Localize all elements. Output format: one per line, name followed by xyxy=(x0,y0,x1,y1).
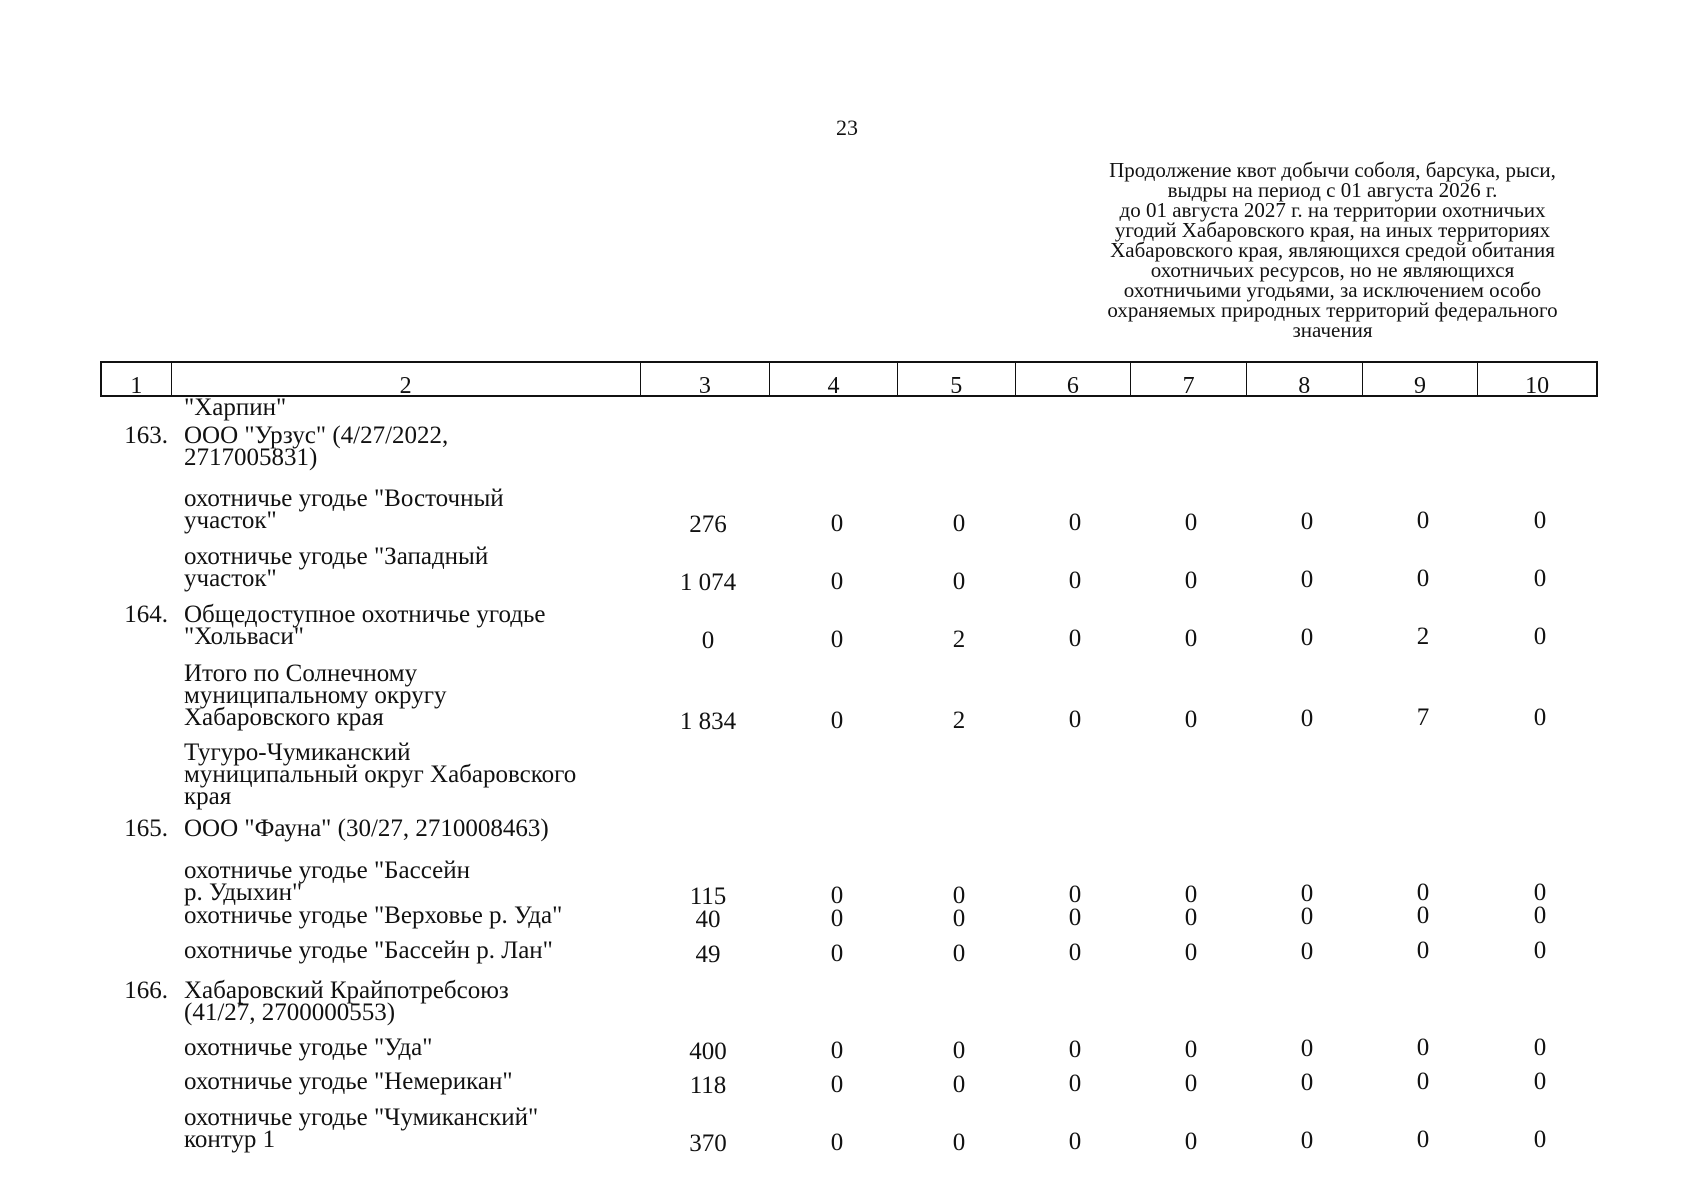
value-cell-col-7: 0 xyxy=(1184,938,1198,966)
column-number-10: 10 xyxy=(1525,373,1550,399)
row-name xyxy=(184,422,644,471)
header-note-line: значения xyxy=(1292,318,1373,342)
row-name-line: участок" xyxy=(184,565,277,592)
value-cell-col-7: 0 xyxy=(1184,624,1198,652)
row-name xyxy=(184,1104,644,1153)
column-number-row xyxy=(100,361,1598,397)
value-cell-col-8: 0 xyxy=(1300,938,1314,965)
row-name-line: р. Удыхин" xyxy=(184,879,303,906)
value-cell-col-3: 115 xyxy=(689,883,727,910)
row-name xyxy=(184,977,644,1026)
value-cell-col-10: 0 xyxy=(1533,564,1547,592)
row-name xyxy=(184,543,644,592)
value-cell-col-8: 0 xyxy=(1300,624,1314,651)
value-cell-col-10: 0 xyxy=(1533,703,1547,731)
row-name-line: охотничье угодье "Восточный xyxy=(184,485,504,512)
row-name-line: охотничье угодье "Немерикан" xyxy=(184,1068,513,1095)
value-cell-col-6: 0 xyxy=(1068,567,1082,595)
value-cell-col-6: 0 xyxy=(1068,509,1082,537)
value-cell-col-8: 0 xyxy=(1300,566,1314,593)
row-name-line: Тугуро-Чумиканский xyxy=(184,739,411,766)
value-cell-col-9: 0 xyxy=(1416,1126,1430,1154)
value-cell-col-8: 0 xyxy=(1300,1035,1314,1062)
value-cell-col-3: 40 xyxy=(695,906,721,933)
value-cell-col-5: 0 xyxy=(952,904,966,932)
row-name-line: Хабаровский Крайпотребсоюз xyxy=(184,977,509,1004)
row-name-line: муниципальному округу xyxy=(184,682,447,709)
row-name-line: муниципальный округ Хабаровского xyxy=(184,761,577,788)
header-note-line: Хабаровского края, являющихся средой обитания xyxy=(1110,238,1555,262)
value-cell-col-6: 0 xyxy=(1068,1036,1082,1064)
column-number-6: 6 xyxy=(1016,363,1132,397)
header-note-line: до 01 августа 2027 г. на территории охотничьих xyxy=(1119,198,1546,222)
value-cell-col-8: 0 xyxy=(1300,1069,1314,1096)
header-note-line: охраняемых природных территорий федерального xyxy=(1107,298,1558,322)
value-cell-col-10: 0 xyxy=(1533,622,1547,650)
value-cell-col-9: 0 xyxy=(1416,507,1430,535)
value-cell-col-5: 2 xyxy=(952,625,966,653)
row-name xyxy=(184,485,644,534)
row-name-line: охотничье угодье "Бассейн р. Лан" xyxy=(184,937,553,964)
value-cell-col-6: 0 xyxy=(1068,881,1082,909)
value-cell-col-9: 2 xyxy=(1416,623,1430,651)
row-name-line: Общедоступное охотничье угодье xyxy=(184,601,546,628)
value-cell-col-4: 0 xyxy=(830,568,844,596)
value-cell-col-3: 118 xyxy=(689,1072,727,1099)
value-cell-col-8: 0 xyxy=(1300,903,1314,930)
value-cell-col-6: 0 xyxy=(1068,939,1082,967)
row-name xyxy=(184,660,644,731)
row-name-line: охотничье угодье "Верховье р. Уда" xyxy=(184,902,563,929)
row-name-line: края xyxy=(184,783,232,810)
value-cell-col-5: 0 xyxy=(952,1070,966,1098)
row-name-line: охотничье угодье "Уда" xyxy=(184,1034,433,1061)
value-cell-col-5: 0 xyxy=(952,1036,966,1064)
value-cell-col-9: 0 xyxy=(1416,565,1430,593)
row-name-line: участок" xyxy=(184,507,277,534)
value-cell-col-4: 0 xyxy=(830,510,844,538)
row-name xyxy=(184,394,644,421)
row-name xyxy=(184,857,644,906)
value-cell-col-4: 0 xyxy=(830,905,844,933)
header-note-line: охотничьих ресурсов, но не являющихся xyxy=(1150,258,1515,282)
row-name-line: охотничье угодье "Западный xyxy=(184,543,489,570)
value-cell-col-3: 400 xyxy=(689,1038,727,1065)
value-cell-col-10: 0 xyxy=(1533,936,1547,964)
row-number: 163. xyxy=(124,422,168,449)
value-cell-col-8: 0 xyxy=(1300,880,1314,907)
column-number-5: 5 xyxy=(898,363,1016,397)
row-name-line: охотничье угодье "Бассейн xyxy=(184,857,470,884)
value-cell-col-4: 0 xyxy=(830,1037,844,1065)
value-cell-col-3: 1 834 xyxy=(679,708,737,735)
column-number-7: 7 xyxy=(1131,363,1247,397)
value-cell-col-5: 0 xyxy=(952,881,966,909)
value-cell-col-5: 0 xyxy=(952,1128,966,1156)
value-cell-col-4: 0 xyxy=(830,1129,844,1157)
row-name-line: контур 1 xyxy=(184,1126,276,1153)
value-cell-col-10: 0 xyxy=(1533,1033,1547,1061)
header-note-line: охотничьими угодьями, за исключением особо xyxy=(1123,278,1542,302)
value-cell-col-10: 0 xyxy=(1533,1067,1547,1095)
value-cell-col-6: 0 xyxy=(1068,1128,1082,1156)
value-cell-col-5: 0 xyxy=(952,509,966,537)
value-cell-col-7: 0 xyxy=(1184,1035,1198,1063)
header-note-line: Продолжение квот добычи соболя, барсука, рыси, xyxy=(1109,158,1556,182)
value-cell-col-9: 0 xyxy=(1416,937,1430,965)
value-cell-col-10: 0 xyxy=(1533,878,1547,906)
value-cell-col-9: 0 xyxy=(1416,902,1430,930)
value-cell-col-7: 0 xyxy=(1184,705,1198,733)
header-note-line: угодий Хабаровского края, на иных территориях xyxy=(1114,218,1551,242)
value-cell-col-8: 0 xyxy=(1300,508,1314,535)
row-number: 165. xyxy=(124,815,168,842)
value-cell-col-3: 370 xyxy=(689,1130,727,1157)
value-cell-col-7: 0 xyxy=(1184,880,1198,908)
value-cell-col-9: 0 xyxy=(1416,1068,1430,1096)
value-cell-col-3: 0 xyxy=(701,627,715,654)
value-cell-col-7: 0 xyxy=(1184,508,1198,536)
value-cell-col-7: 0 xyxy=(1184,1069,1198,1097)
value-cell-col-5: 0 xyxy=(952,939,966,967)
value-cell-col-8: 0 xyxy=(1300,1127,1314,1154)
column-number-3: 3 xyxy=(641,363,771,397)
header-note xyxy=(1045,160,1620,340)
row-name xyxy=(184,902,644,929)
row-name xyxy=(184,815,644,842)
value-cell-col-8: 0 xyxy=(1300,705,1314,732)
value-cell-col-3: 49 xyxy=(695,941,721,968)
row-name-line: "Харпин" xyxy=(184,394,287,421)
column-number-4: 4 xyxy=(770,363,898,397)
value-cell-col-9: 0 xyxy=(1416,879,1430,907)
column-number-1: 1 xyxy=(102,363,172,397)
row-name-line: Итого по Солнечному xyxy=(184,660,418,687)
row-name-line: ООО "Фауна" (30/27, 2710008463) xyxy=(184,815,549,842)
row-name-line: "Хольваси" xyxy=(184,623,304,650)
row-name-line: 2717005831) xyxy=(184,444,318,471)
header-note-line: выдры на период с 01 августа 2026 г. xyxy=(1167,178,1498,202)
page-number: 23 xyxy=(836,115,858,140)
value-cell-col-4: 0 xyxy=(830,940,844,968)
row-name xyxy=(184,1068,644,1095)
value-cell-col-7: 0 xyxy=(1184,566,1198,594)
row-number: 166. xyxy=(124,977,168,1004)
column-number-2: 2 xyxy=(172,363,641,397)
value-cell-col-3: 1 074 xyxy=(679,569,737,596)
value-cell-col-9: 0 xyxy=(1416,1034,1430,1062)
value-cell-col-3: 276 xyxy=(689,511,727,538)
row-name xyxy=(184,601,644,650)
row-name-line: ООО "Урзус" (4/27/2022, xyxy=(184,422,449,449)
value-cell-col-4: 0 xyxy=(830,626,844,654)
row-name xyxy=(184,739,644,810)
column-number-9: 9 xyxy=(1363,363,1479,397)
row-name-line: (41/27, 2700000553) xyxy=(184,999,396,1026)
value-cell-col-7: 0 xyxy=(1184,903,1198,931)
value-cell-col-6: 0 xyxy=(1068,625,1082,653)
value-cell-col-10: 0 xyxy=(1533,506,1547,534)
value-cell-col-10: 0 xyxy=(1533,1125,1547,1153)
value-cell-col-6: 0 xyxy=(1068,904,1082,932)
value-cell-col-9: 7 xyxy=(1416,704,1430,732)
value-cell-col-6: 0 xyxy=(1068,1070,1082,1098)
value-cell-col-4: 0 xyxy=(830,707,844,735)
column-number-8: 8 xyxy=(1247,363,1363,397)
value-cell-col-5: 2 xyxy=(952,706,966,734)
value-cell-col-10: 0 xyxy=(1533,901,1547,929)
row-name xyxy=(184,937,644,964)
value-cell-col-4: 0 xyxy=(830,1071,844,1099)
row-number: 164. xyxy=(124,601,168,628)
value-cell-col-5: 0 xyxy=(952,567,966,595)
row-name-line: Хабаровского края xyxy=(184,704,384,731)
row-name xyxy=(184,1034,644,1061)
value-cell-col-6: 0 xyxy=(1068,706,1082,734)
value-cell-col-4: 0 xyxy=(830,882,844,910)
row-name-line: охотничье угодье "Чумиканский" xyxy=(184,1104,539,1131)
value-cell-col-7: 0 xyxy=(1184,1127,1198,1155)
